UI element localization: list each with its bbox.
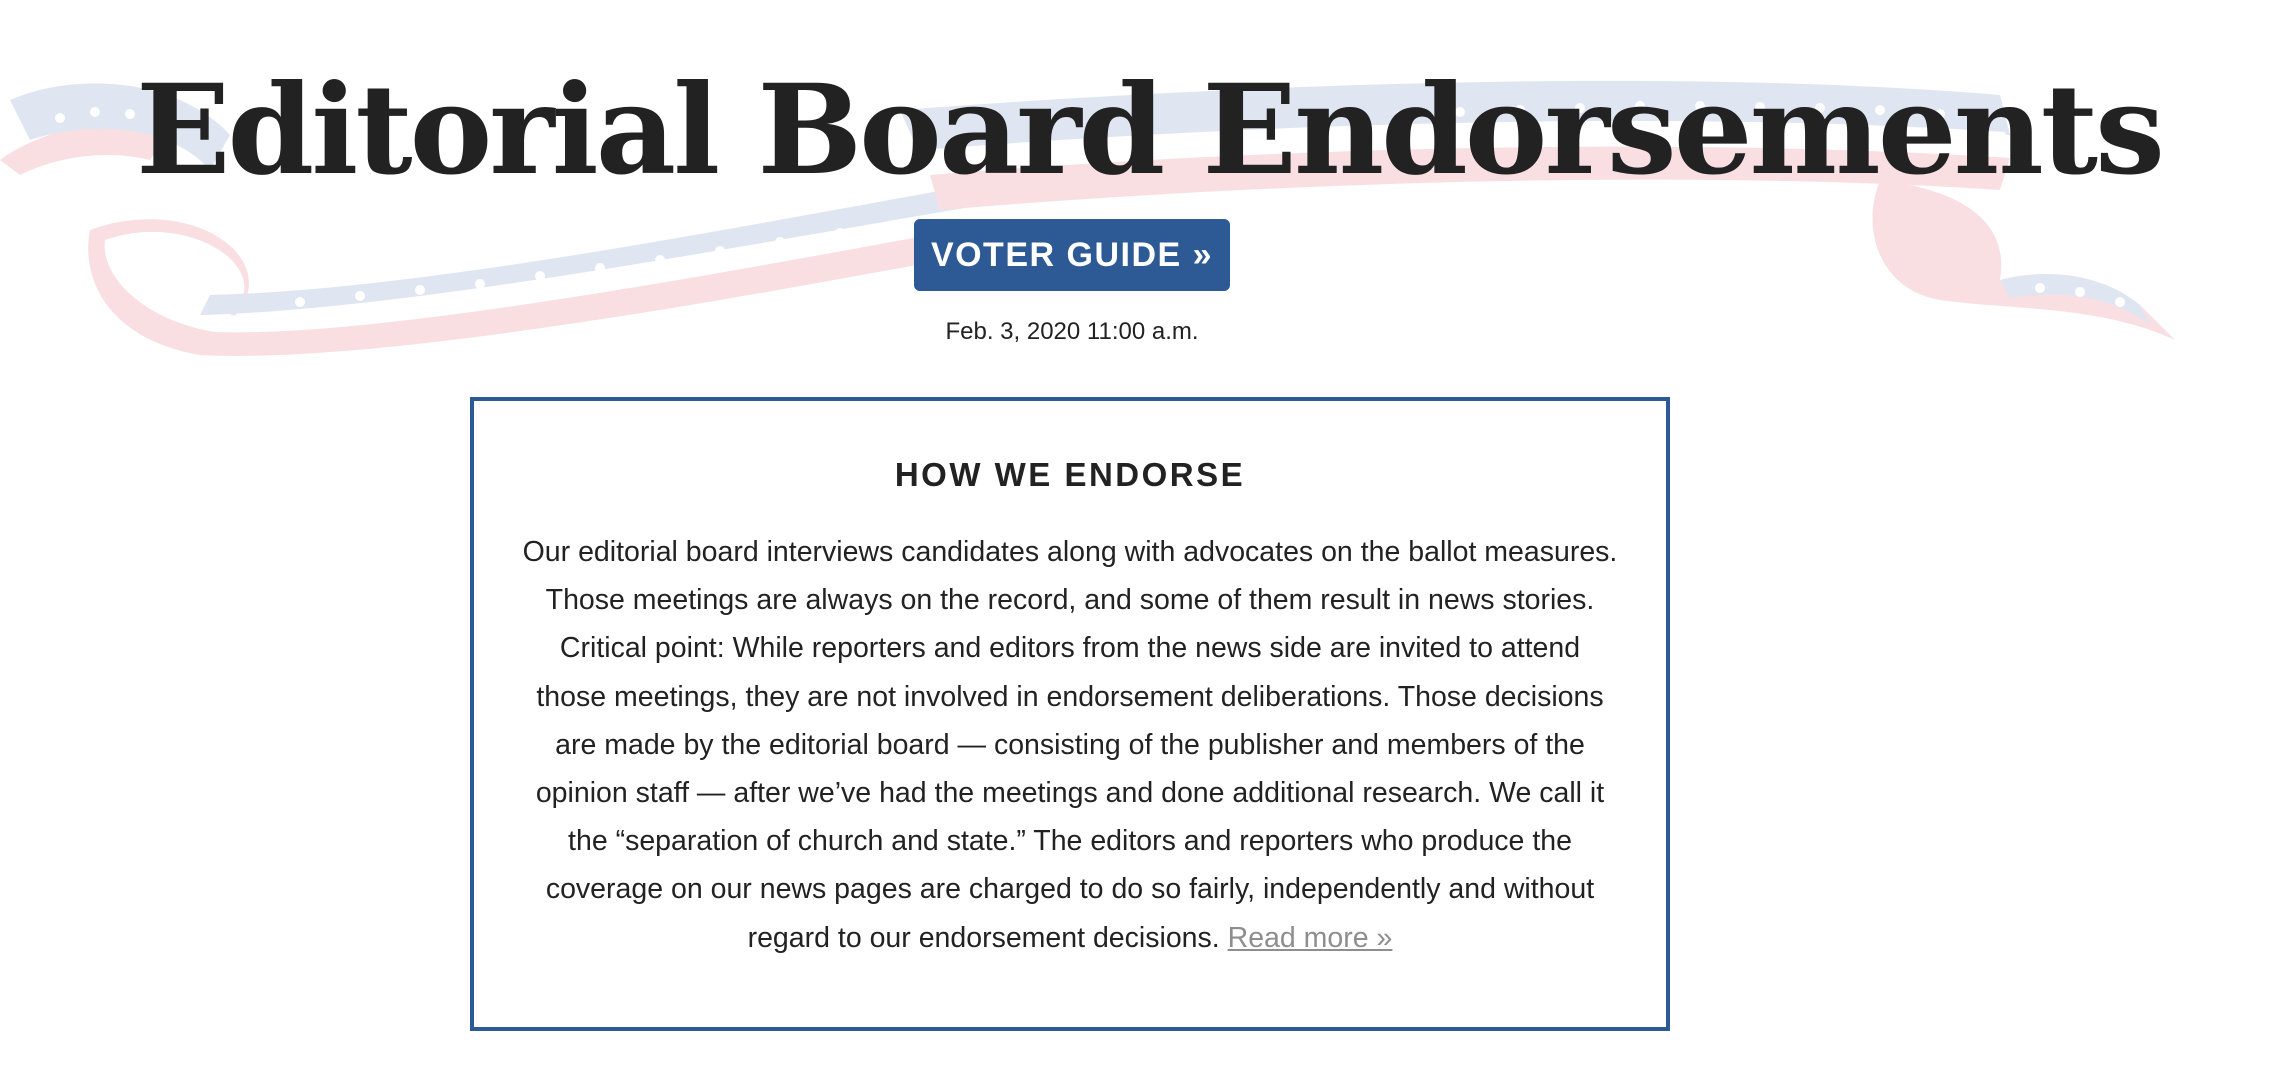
body-line: opinion staff — after we’ve had the meetings and done additional research. We call it	[535, 777, 1605, 810]
read-more-link[interactable]: Read more »	[1227, 921, 1393, 954]
body-line: those meetings, they are not involved in endorsement deliberations. Those decisions	[536, 680, 1604, 713]
how-we-endorse-heading: HOW WE ENDORSE	[894, 456, 1246, 493]
body-line-last	[502, 914, 1638, 962]
how-we-endorse-box	[470, 397, 1670, 1031]
how-we-endorse-text	[502, 528, 1638, 962]
body-line: are made by the editorial board — consisting of the publisher and members of the	[555, 728, 1585, 761]
body-line-text: regard to our endorsement decisions.	[747, 921, 1220, 954]
body-line: the “separation of church and state.” The editors and reporters who produce the	[568, 825, 1572, 858]
page-title: Editorial Board Endorsements	[136, 58, 2162, 203]
voter-guide-button[interactable]: VOTER GUIDE »	[914, 219, 1230, 291]
publish-date: Feb. 3, 2020 11:00 a.m.	[945, 318, 1199, 345]
body-line: Critical point: While reporters and editors from the news side are invited to attend	[559, 632, 1581, 665]
body-line: coverage on our news pages are charged to do so fairly, independently and without	[545, 873, 1595, 906]
body-line: Those meetings are always on the record, and some of them result in news stories.	[545, 584, 1595, 617]
body-line: Our editorial board interviews candidates along with advocates on the ballot measures.	[522, 536, 1618, 568]
